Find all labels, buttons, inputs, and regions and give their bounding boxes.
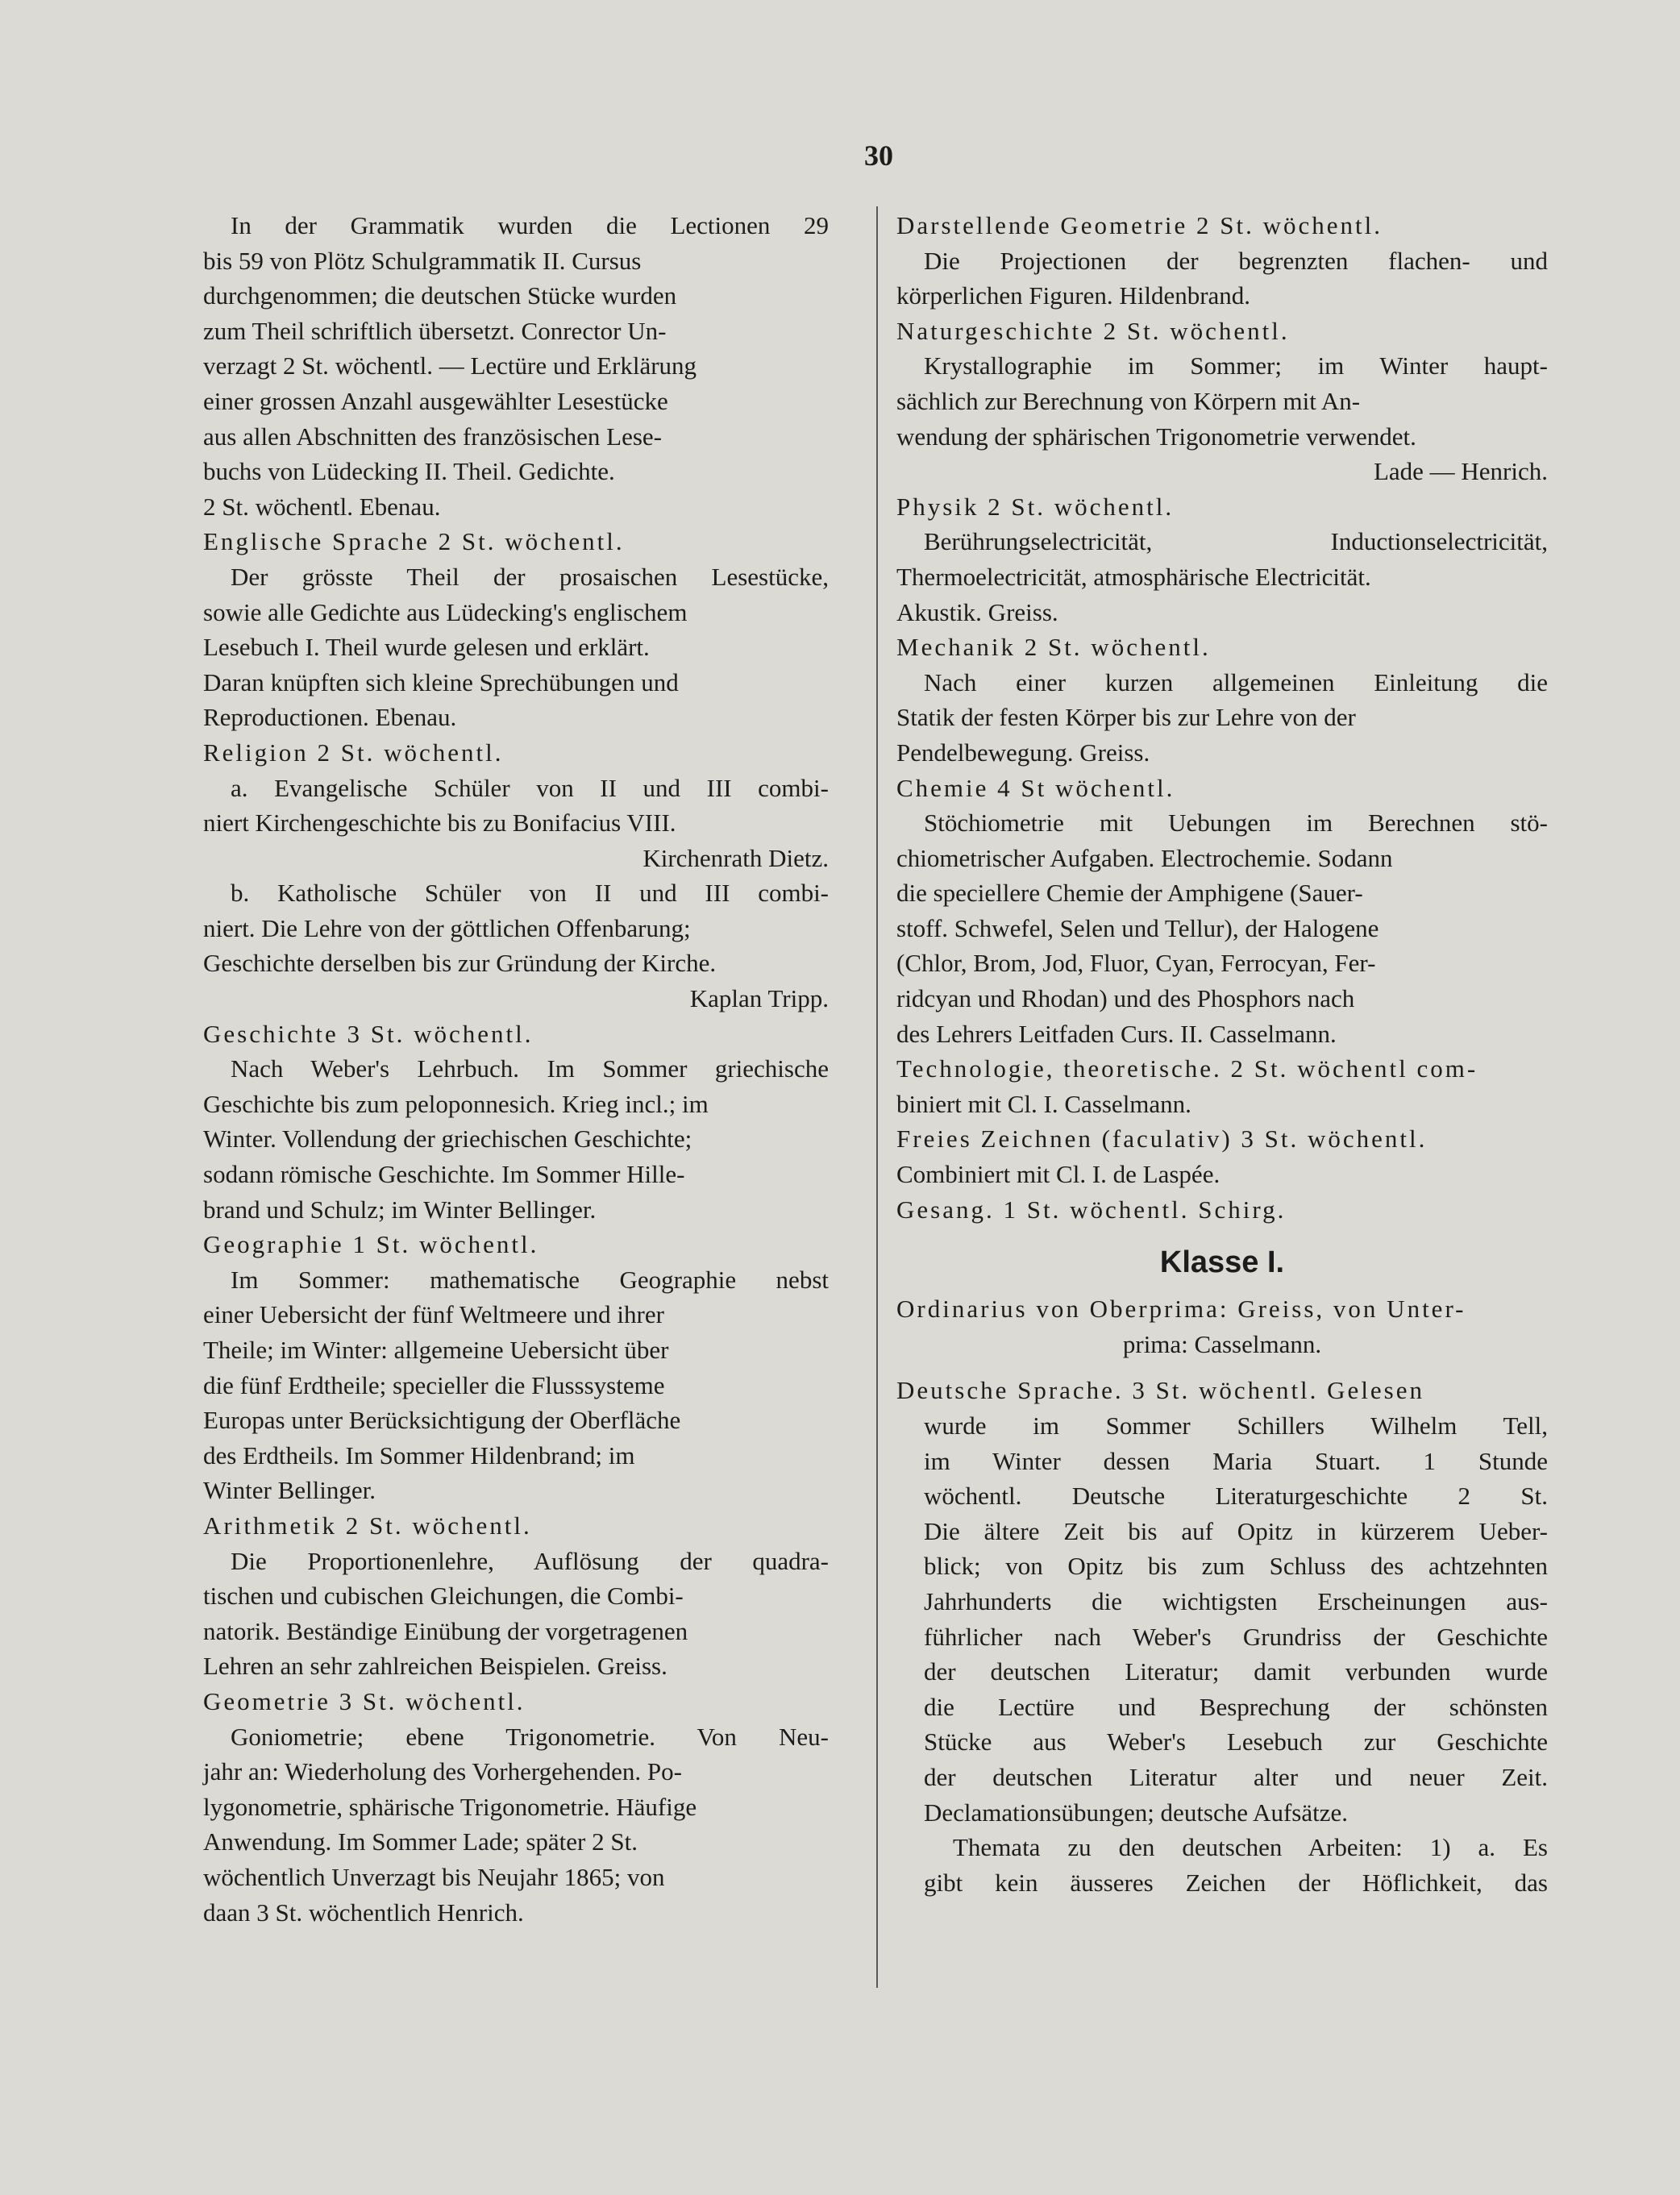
text-line: Der grösste Theil der prosaischen Lesestücke,	[231, 562, 829, 591]
subject-heading: Gesang. 1 St. wöchentl. Schirg.	[896, 1195, 1287, 1224]
column-divider	[876, 206, 878, 1988]
text-line: Nach Weber's Lehrbuch. Im Sommer griechische	[231, 1054, 829, 1083]
section-heading: Klasse I.	[1159, 1245, 1285, 1280]
text-line: die fünf Erdtheile; specieller die Flusssysteme	[203, 1370, 665, 1399]
text-line: Kirchenrath Dietz.	[642, 843, 829, 872]
text-line: Goniometrie; ebene Trigonometrie. Von Neu-	[231, 1722, 829, 1751]
text-line: Stöchiometrie mit Uebungen im Berechnen stö-	[924, 809, 1548, 838]
subject-heading: Physik 2 St. wöchentl.	[896, 492, 1175, 521]
subject-heading: Englische Sprache 2 St. wöchentl.	[203, 527, 625, 556]
text-line: zum Theil schriftlich übersetzt. Conrector Un-	[203, 316, 667, 345]
text-line: die Lectüre und Besprechung der schönsten	[924, 1692, 1548, 1721]
text-line: gibt kein äusseres Zeichen der Höflichkeit, das	[924, 1868, 1548, 1897]
text-line: Jahrhunderts die wichtigsten Erscheinungen aus-	[924, 1586, 1548, 1615]
text-line: 2 St. wöchentl. Ebenau.	[203, 492, 441, 521]
text-line: führlicher nach Weber's Grundriss der Geschichte	[924, 1622, 1548, 1651]
text-line: Combiniert mit Cl. I. de Laspée.	[896, 1160, 1220, 1189]
text-line: des Lehrers Leitfaden Curs. II. Casselmann.	[896, 1019, 1337, 1048]
text-line: Geschichte bis zum peloponnesich. Krieg incl.; im	[203, 1089, 709, 1118]
text-line: Berührungselectricität, Inductionselectricität,	[924, 527, 1548, 556]
text-line: brand und Schulz; im Winter Bellinger.	[203, 1195, 597, 1224]
subject-heading: Geographie 1 St. wöchentl.	[203, 1230, 539, 1259]
subject-heading: Arithmetik 2 St. wöchentl.	[203, 1511, 532, 1540]
text-line: Kaplan Tripp.	[689, 984, 829, 1013]
text-line: biniert mit Cl. I. Casselmann.	[896, 1089, 1191, 1118]
text-line: Anwendung. Im Sommer Lade; später 2 St.	[203, 1827, 638, 1856]
text-line: Die ältere Zeit bis auf Opitz in kürzerem Ueber-	[924, 1516, 1548, 1545]
text-line: Lade — Henrich.	[1373, 457, 1548, 486]
text-line: In der Grammatik wurden die Lectionen 29	[231, 211, 829, 239]
text-line: jahr an: Wiederholung des Vorhergehenden. Po-	[203, 1757, 682, 1786]
text-line: wöchentl. Deutsche Literaturgeschichte 2 St.	[924, 1482, 1548, 1511]
text-line: (Chlor, Brom, Jod, Fluor, Cyan, Ferrocyan, Fer-	[896, 949, 1376, 978]
text-line: Thermoelectricität, atmosphärische Electricität.	[896, 562, 1371, 591]
text-line: Akustik. Greiss.	[896, 597, 1058, 626]
text-line: Im Sommer: mathematische Geographie nebst	[231, 1265, 829, 1294]
text-line: b. Katholische Schüler von II und III combi-	[231, 879, 829, 908]
text-line: Winter Bellinger.	[203, 1476, 376, 1505]
subject-heading: Darstellende Geometrie 2 St. wöchentl.	[896, 211, 1383, 239]
page-number: 30	[864, 139, 893, 172]
subject-heading: Mechanik 2 St. wöchentl.	[896, 633, 1211, 662]
text-line: buchs von Lüdecking II. Theil. Gedichte.	[203, 457, 615, 486]
text-line: einer grossen Anzahl ausgewählter Lesestücke	[203, 386, 668, 415]
text-line: Pendelbewegung. Greiss.	[896, 738, 1150, 767]
text-line: Die Proportionenlehre, Auflösung der quadra-	[231, 1546, 829, 1575]
text-line: niert Kirchengeschichte bis zu Bonifacius VIII.	[203, 809, 676, 838]
text-line: lygonometrie, sphärische Trigonometrie. Häufige	[203, 1792, 697, 1821]
text-line: Reproductionen. Ebenau.	[203, 703, 457, 732]
text-line: Winter. Vollendung der griechischen Geschichte;	[203, 1125, 692, 1154]
text-line: bis 59 von Plötz Schulgrammatik II. Cursus	[203, 246, 642, 275]
text-line: Die Projectionen der begrenzten flachen- und	[924, 246, 1548, 275]
text-line: natorik. Beständige Einübung der vorgetragenen	[203, 1616, 688, 1645]
text-line: die speciellere Chemie der Amphigene (Sauer-	[896, 879, 1363, 908]
text-line: sodann römische Geschichte. Im Sommer Hille-	[203, 1160, 685, 1189]
text-line: der deutschen Literatur; damit verbunden wurde	[924, 1657, 1548, 1686]
text-line: der deutschen Literatur alter und neuer Zeit.	[924, 1762, 1548, 1791]
text-line: körperlichen Figuren. Hildenbrand.	[896, 281, 1251, 310]
text-line: Statik der festen Körper bis zur Lehre von der	[896, 703, 1356, 732]
subject-heading: Deutsche Sprache. 3 St. wöchentl. Gelesen	[896, 1376, 1425, 1405]
text-line: chiometrischer Aufgaben. Electrochemie. Sodann	[896, 843, 1393, 872]
left-column	[203, 208, 829, 1930]
text-line: wendung der sphärischen Trigonometrie verwendet.	[896, 422, 1416, 451]
subject-heading: Geschichte 3 St. wöchentl.	[203, 1019, 534, 1048]
text-line: Nach einer kurzen allgemeinen Einleitung die	[924, 667, 1548, 696]
text-line: tischen und cubischen Gleichungen, die Combi-	[203, 1582, 684, 1611]
text-line: im Winter dessen Maria Stuart. 1 Stunde	[924, 1446, 1548, 1475]
text-line: Geschichte derselben bis zur Gründung der Kirche.	[203, 949, 717, 978]
text-line: daan 3 St. wöchentlich Henrich.	[203, 1898, 524, 1927]
text-line: niert. Die Lehre von der göttlichen Offenbarung;	[203, 913, 691, 942]
text-line: Lesebuch I. Theil wurde gelesen und erklärt.	[203, 633, 650, 662]
text-line: wöchentlich Unverzagt bis Neujahr 1865; von	[203, 1862, 665, 1891]
subject-heading: Technologie, theoretische. 2 St. wöchentl com-	[896, 1054, 1478, 1083]
right-column	[896, 208, 1548, 1900]
text-line: Daran knüpften sich kleine Sprechübungen und	[203, 667, 679, 696]
text-line: des Erdtheils. Im Sommer Hildenbrand; im	[203, 1440, 635, 1470]
subject-heading: Geometrie 3 St. wöchentl.	[203, 1686, 526, 1715]
text-line: wurde im Sommer Schillers Wilhelm Tell,	[924, 1411, 1548, 1440]
text-line: aus allen Abschnitten des französischen Lese-	[203, 422, 663, 451]
text-line: ridcyan und Rhodan) und des Phosphors nach	[896, 984, 1355, 1013]
text-line: Europas unter Berücksichtigung der Oberfläche	[203, 1406, 681, 1435]
text-line: stoff. Schwefel, Selen und Tellur), der Halogene	[896, 913, 1379, 942]
subject-heading: Religion 2 St. wöchentl.	[203, 738, 504, 767]
text-line: durchgenommen; die deutschen Stücke wurden	[203, 281, 677, 310]
text-line	[896, 1361, 1548, 1373]
text-line: a. Evangelische Schüler von II und III combi-	[231, 773, 829, 802]
subject-heading: Naturgeschichte 2 St. wöchentl.	[896, 316, 1290, 345]
text-line: Themata zu den deutschen Arbeiten: 1) a. Es	[953, 1833, 1548, 1862]
text-line: Krystallographie im Sommer; im Winter haupt-	[924, 351, 1548, 380]
text-line: prima: Casselmann.	[1122, 1329, 1322, 1358]
text-line: Lehren an sehr zahlreichen Beispielen. Greiss.	[203, 1652, 667, 1681]
text-line: Declamationsübungen; deutsche Aufsätze.	[924, 1798, 1348, 1827]
subject-heading: Freies Zeichnen (faculativ) 3 St. wöchentl.	[896, 1125, 1428, 1154]
text-line: Theile; im Winter: allgemeine Uebersicht über	[203, 1336, 669, 1364]
subject-heading: Chemie 4 St wöchentl.	[896, 773, 1175, 802]
subject-heading: Ordinarius von Oberprima: Greiss, von Unter-	[896, 1295, 1466, 1324]
text-line: Stücke aus Weber's Lesebuch zur Geschichte	[924, 1727, 1548, 1756]
text-line: sowie alle Gedichte aus Lüdecking's englischem	[203, 597, 688, 626]
text-line: blick; von Opitz bis zum Schluss des achtzehnten	[924, 1552, 1548, 1581]
text-line: verzagt 2 St. wöchentl. — Lectüre und Erklärung	[203, 351, 697, 380]
text-line: einer Uebersicht der fünf Weltmeere und ihrer	[203, 1300, 664, 1329]
text-line: sächlich zur Berechnung von Körpern mit An-	[896, 386, 1361, 415]
